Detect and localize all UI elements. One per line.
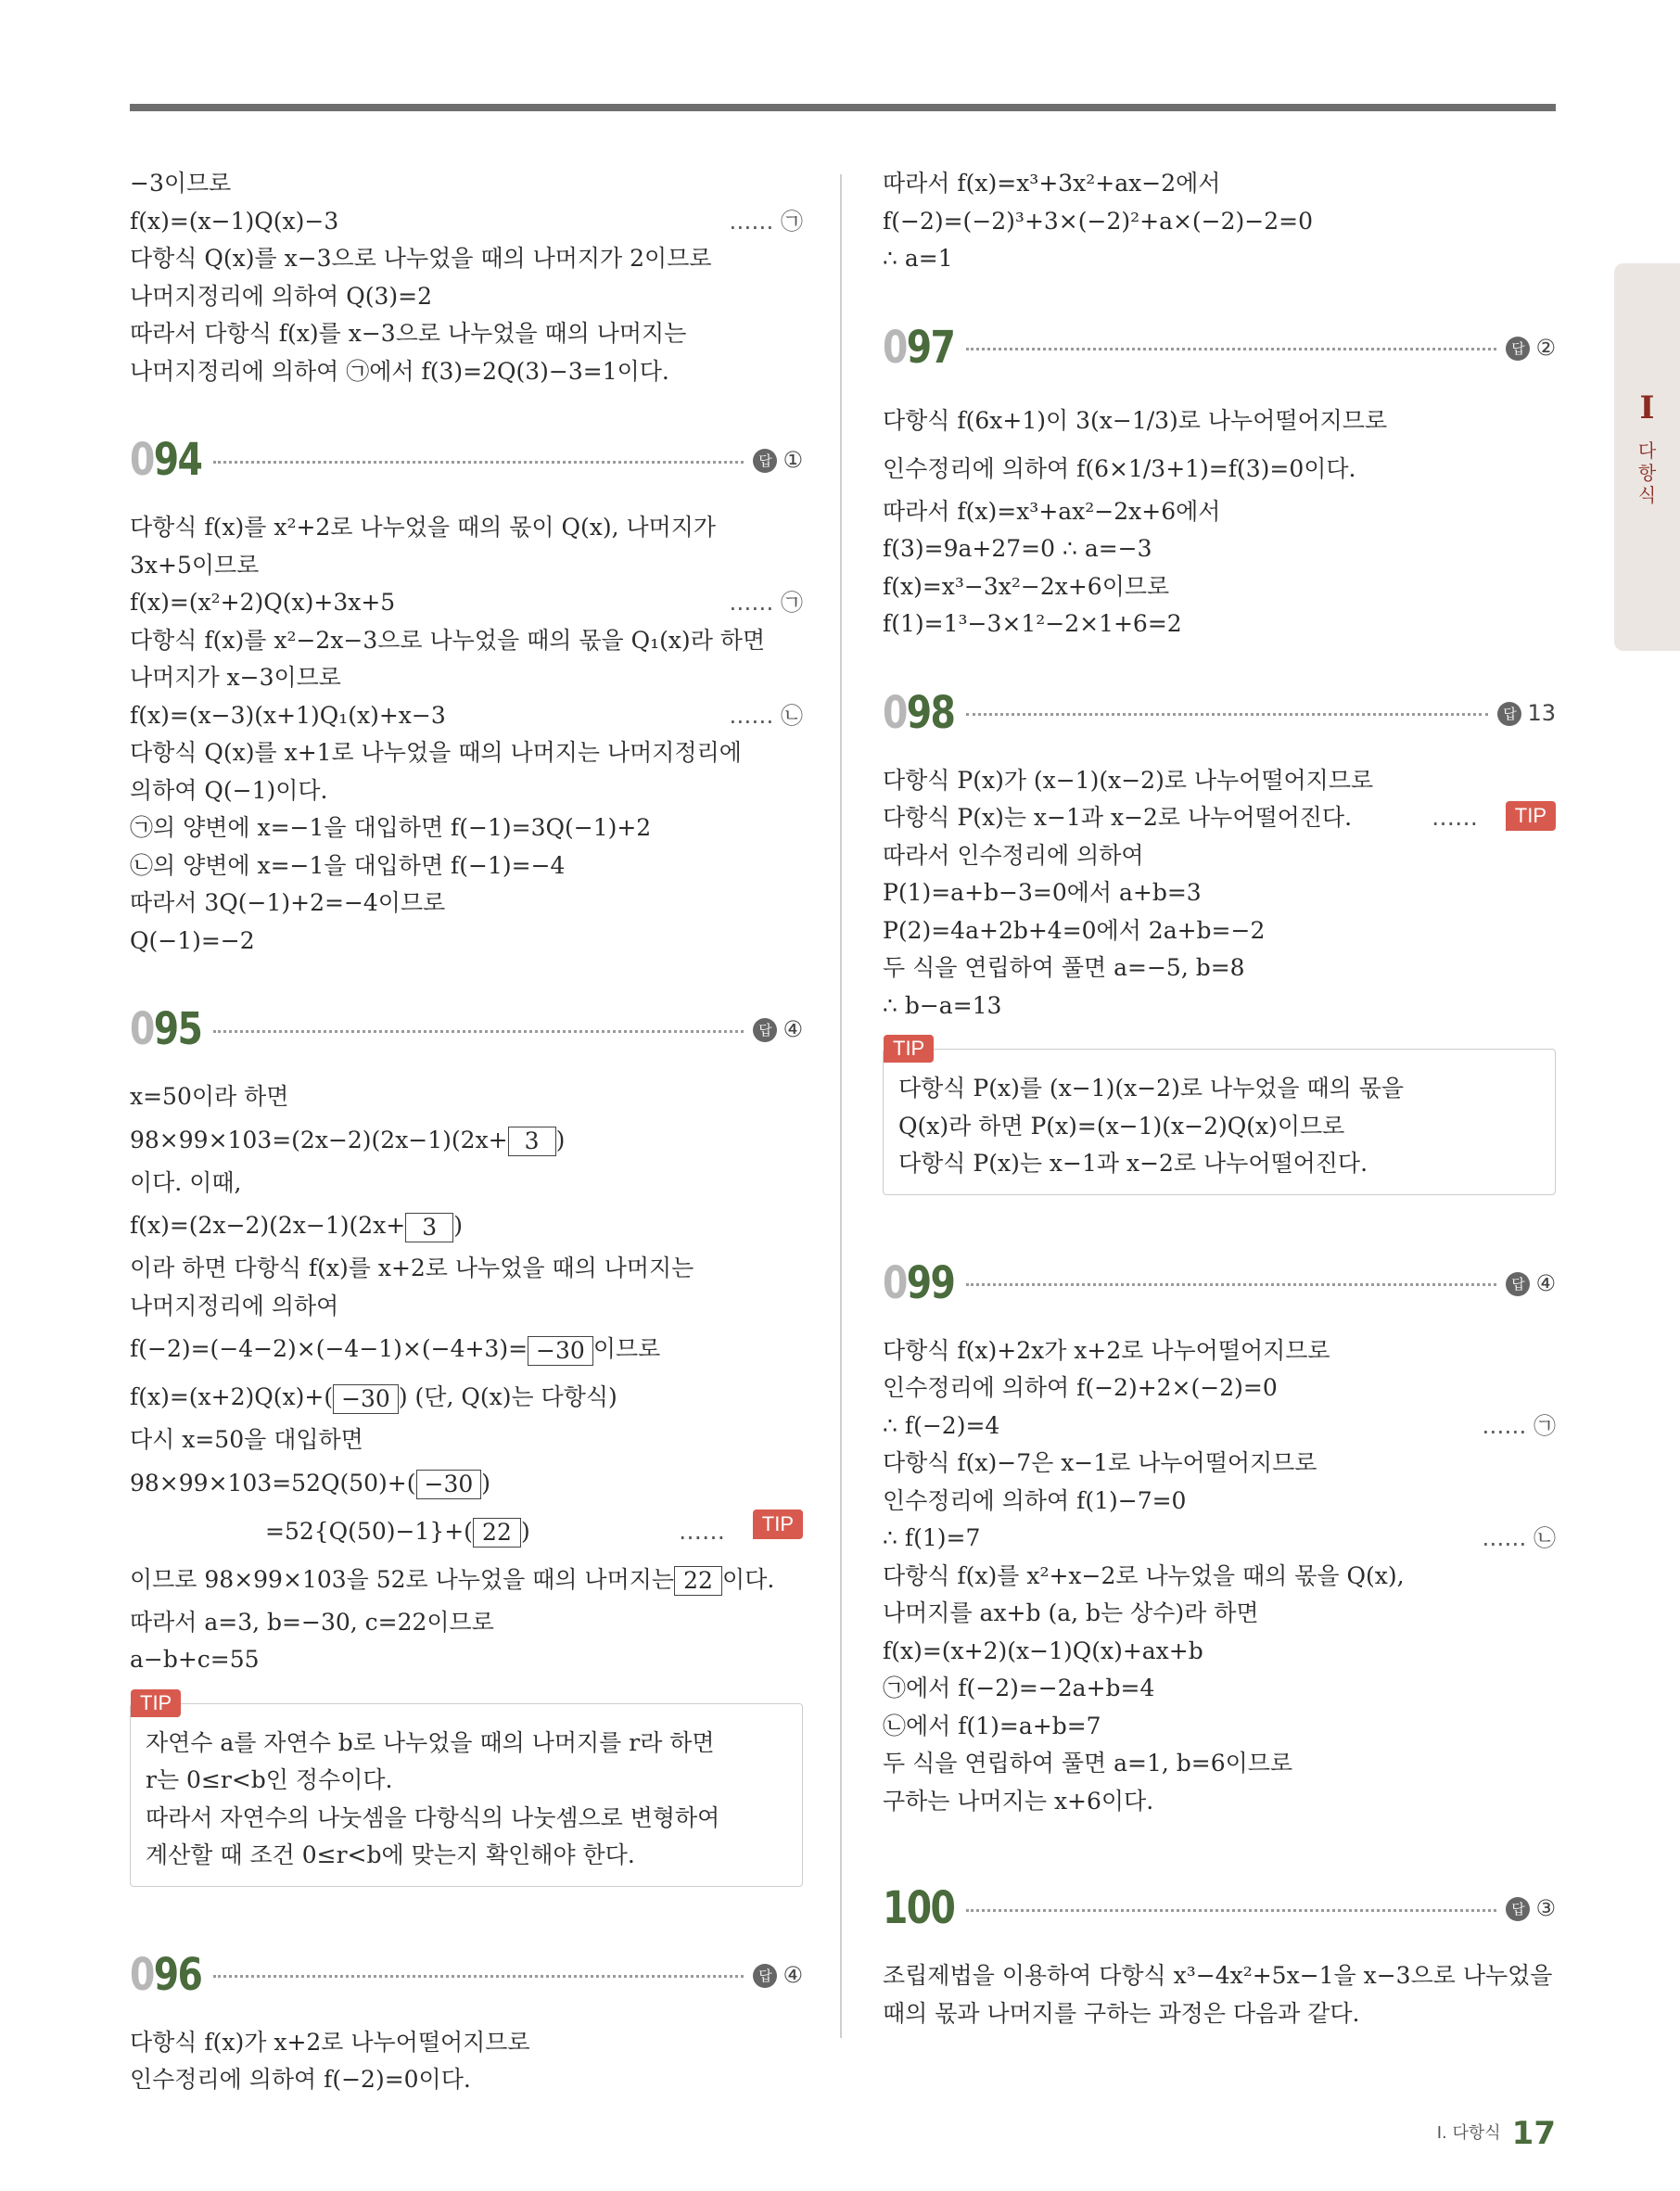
answer-badge-icon: 답 (753, 1018, 777, 1042)
number-digits: 94 (153, 434, 202, 486)
text-line (130, 1556, 803, 1604)
answer-value: ② (1535, 334, 1556, 361)
answer (1506, 335, 1556, 361)
number-zero: 0 (883, 1256, 907, 1309)
tip-line: Q(x)라 하면 P(x)=(x−1)(x−2)Q(x)이므로 (898, 1112, 1345, 1140)
answer (1497, 700, 1556, 726)
text-line (130, 1373, 803, 1421)
text-line: P(2)=4a+2b+4=0에서 2a+b=−2 (883, 916, 1266, 944)
answer-box: 3 (508, 1127, 556, 1156)
text-line: f(−2)=(−2)³+3×(−2)²+a×(−2)−2=0 (883, 207, 1313, 235)
text-line: f(1)=1³−3×1²−2×1+6=2 (883, 610, 1182, 637)
answer-value: 13 (1527, 699, 1556, 726)
answer-badge-icon: 답 (753, 449, 777, 473)
problem-number (130, 1948, 202, 2001)
problem-number (883, 1256, 955, 1309)
text-line: 다항식 f(x)+2x가 x+2로 나누어떨어지므로 (883, 1336, 1330, 1364)
tip-line: 따라서 자연수의 나눗셈을 다항식의 나눗셈으로 변형하여 (146, 1803, 720, 1831)
dotted-leader (213, 1975, 744, 1978)
text-line: Q(−1)=−2 (130, 926, 255, 954)
text-line: 인수정리에 의하여 f(−2)+2×(−2)=0 (883, 1374, 1278, 1401)
answer-box: 22 (473, 1518, 521, 1548)
text: 98×99×103=52Q(50)+( (130, 1469, 416, 1497)
text-line: 이다. 이때, (130, 1168, 242, 1196)
problem-header-098 (883, 684, 1556, 742)
answer-box: −30 (528, 1336, 593, 1366)
text: ) (520, 1517, 530, 1545)
text: 이다. (722, 1565, 775, 1593)
right-column (883, 165, 1556, 2032)
spacer (130, 390, 803, 414)
text-line: 다항식 f(6x+1)이 3(x−1/3)로 나누어떨어지므로 (883, 406, 1388, 434)
text-line: 인수정리에 의하여 f(6×1/3+1)=f(3)=0이다. (883, 454, 1356, 482)
answer (753, 1962, 803, 1988)
text: 98×99×103=(2x−2)(2x−1)(2x+ (130, 1126, 508, 1153)
text-line: 나머지정리에 의하여 Q(3)=2 (130, 282, 433, 310)
equation-marker: …… ㉠ (729, 208, 803, 235)
text-line: 다항식 f(x)−7은 x−1로 나누어떨어지므로 (883, 1449, 1317, 1476)
text-line: 이라 하면 다항식 f(x)를 x+2로 나누었을 때의 나머지는 (130, 1255, 694, 1281)
number-zero: 0 (883, 686, 907, 739)
text-line: 두 식을 연립하여 풀면 a=−5, b=8 (883, 954, 1245, 981)
text-line: 다항식 f(x)를 x²−2x−3으로 나누었을 때의 몫을 Q₁(x)라 하면 (130, 626, 766, 654)
text-line: f(x)=x³−3x²−2x+6이므로 (883, 572, 1170, 600)
text-line: 다항식 f(x)를 x²+x−2로 나누었을 때의 몫을 Q(x), (883, 1561, 1405, 1589)
tip-tag: TIP (131, 1689, 181, 1717)
text: 다항식 P(x)는 x−1과 x−2로 나누어떨어진다. (883, 804, 1353, 831)
text-line (130, 1325, 803, 1373)
text: 이므로 (592, 1335, 661, 1362)
text-line: 구하는 나머지는 x+6이다. (883, 1787, 1154, 1815)
text-line: 나머지정리에 의하여 ㉠에서 f(3)=2Q(3)−3=1이다. (130, 357, 669, 385)
text-line: 조립제법을 이용하여 다항식 x³−4x²+5x−1을 x−3으로 나누었을 (883, 1962, 1553, 1989)
tip-flag: TIP (753, 1509, 803, 1539)
chapter-label-char: 항 (1637, 462, 1657, 484)
number-zero: 0 (130, 434, 154, 486)
tip-line: 자연수 a를 자연수 b로 나누었을 때의 나머지를 r라 하면 (146, 1728, 715, 1756)
footer-chapter-label: I. 다항식 (1436, 2122, 1501, 2143)
text: ) (555, 1126, 566, 1153)
problem-header-097 (883, 319, 1556, 376)
text-line (130, 1508, 803, 1556)
text-line: 나머지를 ax+b (a, b는 상수)라 하면 (883, 1599, 1259, 1626)
answer-box: −30 (333, 1384, 399, 1414)
problem-header-094 (130, 431, 803, 489)
tip-line: 다항식 P(x)는 x−1과 x−2로 나누어떨어진다. (898, 1150, 1368, 1177)
number-zero: 0 (130, 1003, 154, 1055)
answer-box: −30 (416, 1470, 482, 1499)
text-line: −3이므로 (130, 170, 232, 197)
text: ) (단, Q(x)는 다항식) (398, 1383, 617, 1410)
problem-header-099 (883, 1255, 1556, 1312)
chapter-label (1614, 439, 1680, 506)
text-line: P(1)=a+b−3=0에서 a+b=3 (883, 879, 1202, 906)
text-line: ㉠의 양변에 x=−1을 대입하면 f(−1)=3Q(−1)+2 (130, 814, 652, 841)
text-line: f(x)=(x+2)(x−1)Q(x)+ax+b (883, 1637, 1203, 1664)
chapter-label-char: 다 (1637, 439, 1657, 462)
text-line (130, 584, 803, 622)
number-digits: 96 (153, 1948, 202, 2001)
answer-badge-icon: 답 (1506, 337, 1530, 361)
tip-tag: TIP (884, 1035, 934, 1063)
text-line: 따라서 a=3, b=−30, c=22이므로 (130, 1608, 494, 1636)
spacer (883, 1195, 1556, 1238)
dotted-leader (213, 461, 744, 464)
number-zero: 0 (130, 1948, 154, 2001)
text: =52{Q(50)−1}+( (265, 1517, 473, 1545)
equation-marker: …… (1432, 804, 1478, 831)
equation-marker: …… (679, 1517, 725, 1545)
text-line (130, 1459, 803, 1508)
answer (1506, 1895, 1556, 1921)
header-rule (130, 104, 1556, 111)
spacer (883, 278, 1556, 302)
text-line: 두 식을 연립하여 풀면 a=1, b=6이므로 (883, 1750, 1293, 1777)
tip-line: r는 0≤r<b인 정수이다. (146, 1766, 393, 1793)
equation-marker: …… ㉡ (1482, 1525, 1556, 1551)
answer (753, 1016, 803, 1042)
problem-header-095 (130, 1000, 803, 1058)
text-line: 따라서 인수정리에 의하여 (883, 841, 1144, 869)
equation: f(x)=(x−3)(x+1)Q₁(x)+x−3 (130, 701, 446, 729)
text-line (130, 1202, 803, 1250)
tip-box (883, 1037, 1556, 1195)
answer-value: ④ (783, 1016, 803, 1042)
text-line: 3x+5이므로 (130, 551, 260, 579)
dotted-leader (966, 1909, 1496, 1912)
spacer (130, 1887, 803, 1930)
text-line: 따라서 다항식 f(x)를 x−3으로 나누었을 때의 나머지는 (130, 320, 687, 347)
text: f(x)=(2x−2)(2x−1)(2x+ (130, 1212, 406, 1239)
text-line (883, 799, 1556, 837)
text-line: 다항식 f(x)를 x²+2로 나누었을 때의 몫이 Q(x), 나머지가 (130, 514, 717, 541)
problem-header-096 (130, 1946, 803, 2004)
text: f(x)=(x+2)Q(x)+( (130, 1383, 334, 1410)
text-line: ㉠에서 f(−2)=−2a+b=4 (883, 1675, 1155, 1701)
text-line: 다항식 P(x)가 (x−1)(x−2)로 나누어떨어지므로 (883, 766, 1374, 794)
dotted-leader (966, 713, 1488, 716)
text-line (130, 697, 803, 735)
answer-value: ③ (1535, 1895, 1556, 1921)
answer-badge-icon: 답 (1506, 1897, 1530, 1921)
equation: f(x)=(x²+2)Q(x)+3x+5 (130, 589, 396, 616)
page-number: 17 (1511, 2115, 1556, 2152)
text-line: 나머지가 x−3이므로 (130, 664, 341, 691)
text-line: x=50이라 하면 (130, 1083, 289, 1110)
answer-badge-icon: 답 (1497, 702, 1521, 726)
spacer (130, 960, 803, 984)
tip-line: 다항식 P(x)를 (x−1)(x−2)로 나누었을 때의 몫을 (898, 1075, 1405, 1102)
problem-header-100 (883, 1879, 1556, 1937)
tip-flag: TIP (1506, 801, 1556, 831)
text-line: a−b+c=55 (130, 1646, 260, 1673)
problem-number (130, 434, 202, 486)
equation-marker: …… ㉠ (1482, 1412, 1556, 1439)
text-line: 따라서 f(x)=x³+ax²−2x+6에서 (883, 497, 1221, 525)
tip-box (130, 1690, 803, 1887)
page-footer (1437, 2115, 1556, 2152)
text-line: 다항식 f(x)가 x+2로 나누어떨어지므로 (130, 2028, 530, 2056)
answer-box: 3 (405, 1213, 453, 1242)
chapter-label-char: 식 (1637, 484, 1657, 506)
number-digits: 97 (906, 321, 955, 374)
text-line: 다항식 Q(x)를 x+1로 나누었을 때의 나머지는 나머지정리에 (130, 739, 742, 766)
chapter-side-tab[interactable] (1614, 263, 1680, 651)
number-digits: 98 (906, 686, 955, 739)
spacer (883, 1820, 1556, 1863)
text: 이므로 98×99×103을 52로 나누었을 때의 나머지는 (130, 1565, 675, 1593)
dotted-leader (966, 348, 1496, 350)
text-line: 나머지정리에 의하여 (130, 1292, 339, 1319)
tip-line: 계산할 때 조건 0≤r<b에 맞는지 확인해야 한다. (146, 1841, 635, 1868)
answer-value: ④ (1535, 1269, 1556, 1296)
text-line: ㉡에서 f(1)=a+b=7 (883, 1712, 1101, 1739)
text-line (130, 1116, 803, 1165)
text-line: 인수정리에 의하여 f(−2)=0이다. (130, 2066, 471, 2093)
problem-number (883, 686, 955, 739)
text-line: 따라서 3Q(−1)+2=−4이므로 (130, 889, 446, 916)
answer-box: 22 (674, 1566, 722, 1596)
dotted-leader (213, 1030, 744, 1033)
text-line (883, 1520, 1556, 1558)
text-line: 때의 몫과 나머지를 구하는 과정은 다음과 같다. (883, 1999, 1360, 2027)
equation: ∴ f(−2)=4 (883, 1411, 1000, 1439)
text-line: 다시 x=50을 대입하면 (130, 1426, 363, 1453)
answer-value: ① (783, 447, 803, 473)
spacer (883, 643, 1556, 668)
left-column (130, 165, 803, 2099)
column-divider (840, 174, 842, 2038)
answer-badge-icon: 답 (1506, 1272, 1530, 1296)
problem-number (130, 1003, 202, 1055)
equation: ∴ f(1)=7 (883, 1524, 981, 1551)
text-line: 인수정리에 의하여 f(1)−7=0 (883, 1486, 1187, 1514)
text: ) (481, 1469, 491, 1497)
problem-number (883, 321, 955, 374)
text: f(−2)=(−4−2)×(−4−1)×(−4+3)= (130, 1335, 528, 1362)
text-line: ∴ b−a=13 (883, 991, 1002, 1019)
dotted-leader (966, 1283, 1496, 1286)
answer-value: ④ (783, 1961, 803, 1988)
text-line: 따라서 f(x)=x³+3x²+ax−2에서 (883, 170, 1221, 197)
text-line: 다항식 Q(x)를 x−3으로 나누었을 때의 나머지가 2이므로 (130, 245, 712, 272)
text: ) (453, 1212, 464, 1239)
text-line: ㉡의 양변에 x=−1을 대입하면 f(−1)=−4 (130, 851, 566, 879)
equation-marker: …… ㉠ (729, 590, 803, 616)
equation-marker: …… ㉡ (729, 702, 803, 729)
text-line: ∴ a=1 (883, 245, 953, 272)
number-zero: 0 (883, 321, 907, 374)
equation: f(x)=(x−1)Q(x)−3 (130, 207, 339, 235)
problem-number: 100 (883, 1882, 955, 1934)
text-line: f(3)=9a+27=0 ∴ a=−3 (883, 535, 1152, 562)
text-line (883, 1408, 1556, 1446)
text-line (130, 203, 803, 241)
text-line: 의하여 Q(−1)이다. (130, 776, 328, 804)
answer-badge-icon: 답 (753, 1964, 777, 1988)
answer (1506, 1270, 1556, 1296)
chapter-roman-numeral: I (1639, 389, 1655, 427)
answer (753, 447, 803, 473)
number-digits: 95 (153, 1003, 202, 1055)
number-digits: 99 (906, 1256, 955, 1309)
